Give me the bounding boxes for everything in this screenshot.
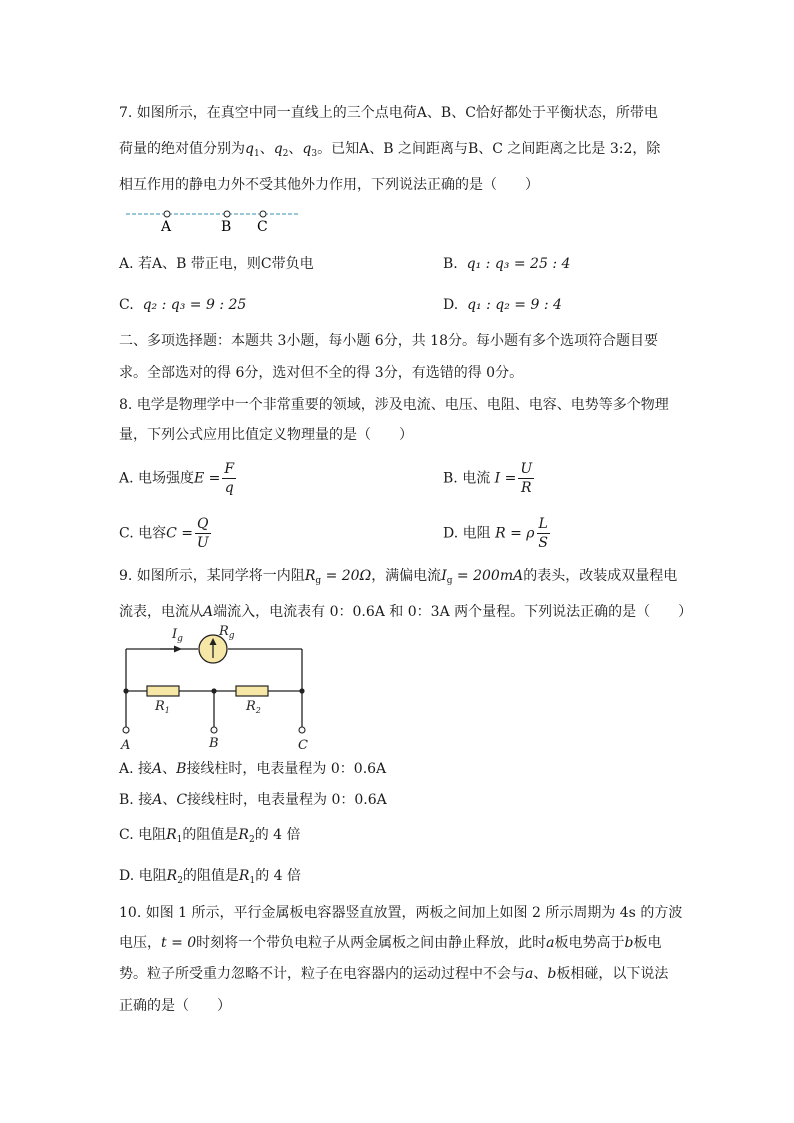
svg-text:R2: $R_2$ (246, 699, 261, 715)
q7-option-a: A. 若A、B 带正电，则C带负电 (119, 256, 314, 272)
svg-text:A: A (121, 738, 131, 752)
q7-option-b: B. q₁ : q₃ = 25 : 4 (443, 256, 571, 272)
section2-line1: 二、多项选择题：本题共 3小题，每小题 6分，共 18分。每小题有多个选项符合题目要 (119, 333, 658, 349)
q9-line1: 9. 如图所示，某同学将一内阻$R_g = 20\Omega$，满偏电流$I_g = 200mA$的表头，改装成双量程电 (119, 568, 678, 586)
svg-text:Rg: $R_g$ (219, 624, 235, 641)
resistor-r1 (147, 686, 179, 696)
q9-option-a: A. 接A、B接线柱时，电表量程为 0：0.6A (119, 761, 387, 777)
charge-b-dot (224, 211, 230, 217)
q7-option-c: C. q₂ : q₃ = 9 : 25 (119, 297, 247, 313)
q7-option-d: D. q₁ : q₂ = 9 : 4 (443, 297, 562, 313)
q9-option-c: C. 电阻$R_1$的阻值是$R_2$的 4 倍 (119, 827, 301, 845)
charge-a-label: A (161, 219, 172, 235)
q7-line2: 荷量的绝对值分别为$q_1$、$q_2$、$q_3$。已知A、B 之间距离与B、C 之间距离之比是 3:2，除 (119, 141, 661, 159)
q9-option-d: D. 电阻$R_2$的阻值是$R_1$的 4 倍 (119, 868, 302, 886)
svg-text:Ig: $I_g$ (172, 627, 183, 644)
terminal-c (299, 727, 305, 733)
charge-c-dot (260, 211, 266, 217)
node-mid (211, 688, 216, 693)
q8-option-d: D. 电阻 R = ρ $\frac{L}{S}$ (443, 516, 548, 551)
charge-c-label: C (257, 219, 268, 235)
q8-line1: 8. 电学是物理学中一个非常重要的领域，涉及电流、电压、电阻、电容、电势等多个物理 (119, 397, 669, 413)
terminal-a (123, 727, 129, 733)
q8-option-c: C. 电容C = $\frac{Q}{U}$ (119, 516, 209, 551)
q10-line1: 10. 如图 1 所示，平行金属板电容器竖直放置，两板之间加上如图 2 所示周期为 4s 的方波 (119, 905, 683, 921)
charge-b-label: B (221, 219, 232, 235)
current-arrow-icon (174, 646, 182, 653)
q8-line2: 量，下列公式应用比值定义物理量的是（ ） (119, 427, 413, 443)
q9-option-b: B. 接A、C接线柱时，电表量程为 0：0.6A (119, 792, 387, 808)
q7-line1: 7. 如图所示，在真空中同一直线上的三个点电荷A、B、C恰好都处于平衡状态，所带电 (119, 105, 658, 121)
q7-charge-figure (120, 203, 310, 235)
q10-line4: 正确的是（ ） (119, 998, 231, 1014)
node-left (123, 688, 128, 693)
q8-option-b: B. 电流 I = $\frac{U}{R}$ (443, 461, 533, 496)
q10-line2: 电压，t = 0时刻将一个带负电粒子从两金属板之间由静止释放，此时a板电势高于b板电 (119, 935, 662, 951)
svg-text:C: C (298, 738, 308, 752)
q7-line3: 相互作用的静电力外不受其他外力作用，下列说法正确的是（ ） (119, 177, 539, 193)
section2-line2: 求。全部选对的得 6分，选对但不全的得 3分，有选错的得 0分。 (119, 365, 524, 381)
q9-line2: 流表，电流从A端流入，电流表有 0：0.6A 和 0：3A 两个量程。下列说法正确的是（ ） (119, 604, 693, 620)
q10-line3: 势。粒子所受重力忽略不计，粒子在电容器内的运动过程中不会与a、b板相碰，以下说法 (119, 966, 669, 982)
node-right (299, 688, 304, 693)
resistor-r2 (236, 686, 268, 696)
svg-text:R1: $R_1$ (155, 699, 170, 715)
svg-text:B: B (209, 736, 219, 751)
terminal-b (211, 727, 217, 733)
charge-a-dot (164, 211, 170, 217)
q9-circuit-diagram (112, 622, 322, 752)
q8-option-a: A. 电场强度E = $\frac{F}{q}$ (119, 461, 235, 496)
